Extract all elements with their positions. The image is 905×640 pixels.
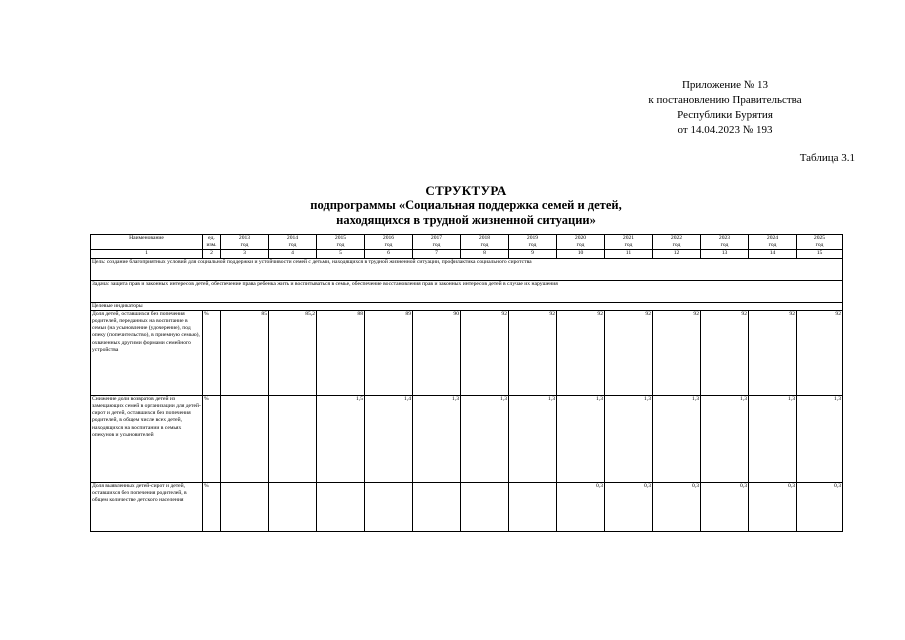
- header-year: [269, 235, 317, 250]
- indicator-value: 1,3: [797, 395, 843, 482]
- indicator-value: 92: [797, 310, 843, 395]
- year-label: 2016: [382, 235, 395, 241]
- indicator-name: Доля детей, оставшихся без попечения родителей, переданных на воспитание в семьи (на усыновление (удочерение), под опеку (попечительство), в приемную семью), охваченных другими формами семейного устройства: [91, 310, 203, 395]
- year-word: год: [432, 242, 441, 249]
- year-label: 2017: [430, 235, 443, 241]
- indicator-value: 92: [749, 310, 797, 395]
- indicators-label-row: [91, 302, 843, 310]
- column-number: 10: [557, 250, 605, 258]
- appendix-line-1: Приложение № 13: [681, 79, 769, 91]
- year-word: год: [336, 242, 345, 249]
- year-word: год: [240, 242, 249, 249]
- indicator-value: [509, 482, 557, 531]
- indicator-value: 92: [605, 310, 653, 395]
- header-year: [653, 235, 701, 250]
- header-year: [461, 235, 509, 250]
- indicator-value: 1,3: [557, 395, 605, 482]
- header-year: [749, 235, 797, 250]
- indicator-value: 0,3: [653, 482, 701, 531]
- year-label: 2015: [334, 235, 347, 241]
- header-unit-line-1: ед.: [208, 235, 215, 241]
- indicator-value: 92: [653, 310, 701, 395]
- column-number: 1: [91, 250, 203, 258]
- column-number: 4: [269, 250, 317, 258]
- header-unit-line-2: изм.: [206, 242, 217, 249]
- column-number: 9: [509, 250, 557, 258]
- indicator-value: [413, 482, 461, 531]
- year-word: год: [768, 242, 777, 249]
- task-row: [91, 280, 843, 302]
- indicator-value: 1,4: [365, 395, 413, 482]
- indicator-value: 0,3: [749, 482, 797, 531]
- year-label: 2024: [766, 235, 779, 241]
- year-word: год: [720, 242, 729, 249]
- indicator-value: 1,3: [701, 395, 749, 482]
- indicator-value: 85: [221, 310, 269, 395]
- header-year: [557, 235, 605, 250]
- appendix-header: [600, 78, 850, 138]
- year-label: 2020: [574, 235, 587, 241]
- task-text: Задача: защита прав и законных интересов детей, обеспечение права ребенка жить и воспитываться в семье, обеспечение восстановления прав и законных интересов детей в случае их нарушения: [91, 280, 843, 302]
- column-number: 11: [605, 250, 653, 258]
- indicator-name: Снижение доли возвратов детей из замещающих семей в организации для детей-сирот и детей, оставшихся без попечения родителей, в общем числе всех детей, находящихся на воспитании в семьях опекунов и усыновителей: [91, 395, 203, 482]
- title-line-1: СТРУКТУРА: [425, 183, 507, 198]
- indicator-value: 0,3: [797, 482, 843, 531]
- appendix-line-3: Республики Бурятия: [677, 109, 773, 121]
- header-year: [797, 235, 843, 250]
- appendix-line-4: от 14.04.2023 № 193: [677, 124, 773, 136]
- table-row: [91, 395, 843, 482]
- indicator-value: 1,5: [317, 395, 365, 482]
- indicators-label: Целевые индикаторы: [91, 302, 843, 310]
- indicator-value: [461, 482, 509, 531]
- column-number: 12: [653, 250, 701, 258]
- indicator-value: 1,3: [653, 395, 701, 482]
- header-name: Наименование: [91, 235, 203, 250]
- indicator-value: [317, 482, 365, 531]
- indicator-value: 0,3: [701, 482, 749, 531]
- header-year: [221, 235, 269, 250]
- header-row: [91, 235, 843, 250]
- goal-text: Цель: создание благоприятных условий для социальной поддержки и устойчивости семей с детьми, находящихся в трудной жизненной ситуации, профилактика социального сиротства: [91, 258, 843, 280]
- header-year: [509, 235, 557, 250]
- column-number: 15: [797, 250, 843, 258]
- indicator-value: 1,3: [749, 395, 797, 482]
- indicator-value: 88: [317, 310, 365, 395]
- indicator-unit: %: [203, 482, 221, 531]
- indicator-value: [221, 482, 269, 531]
- column-number: 13: [701, 250, 749, 258]
- indicator-value: 1,3: [605, 395, 653, 482]
- header-year: [317, 235, 365, 250]
- indicator-value: 85,2: [269, 310, 317, 395]
- column-number: 14: [749, 250, 797, 258]
- header-year: [365, 235, 413, 250]
- indicator-value: [221, 395, 269, 482]
- year-word: год: [480, 242, 489, 249]
- indicator-name: Доля выявленных детей-сирот и детей, оставшихся без попечения родителей, в общем количестве детского населения: [91, 482, 203, 531]
- indicator-value: 0,3: [605, 482, 653, 531]
- header-unit: [203, 235, 221, 250]
- column-number: 5: [317, 250, 365, 258]
- year-label: 2019: [526, 235, 539, 241]
- indicator-value: 92: [701, 310, 749, 395]
- header-year: [605, 235, 653, 250]
- table-label: Таблица 3.1: [799, 152, 855, 164]
- year-word: год: [815, 242, 824, 249]
- indicator-value: 0,3: [557, 482, 605, 531]
- year-label: 2023: [718, 235, 731, 241]
- structure-table: [90, 234, 843, 532]
- column-number-row: [91, 250, 843, 258]
- indicator-value: 1,3: [413, 395, 461, 482]
- indicator-value: 92: [557, 310, 605, 395]
- title-line-3: находящихся в трудной жизненной ситуации»: [336, 213, 596, 227]
- year-word: год: [672, 242, 681, 249]
- indicator-value: 1,3: [461, 395, 509, 482]
- indicator-value: 89: [365, 310, 413, 395]
- indicator-value: 90: [413, 310, 461, 395]
- year-label: 2022: [670, 235, 683, 241]
- year-word: год: [624, 242, 633, 249]
- year-word: год: [528, 242, 537, 249]
- year-word: год: [384, 242, 393, 249]
- year-label: 2014: [286, 235, 299, 241]
- header-year: [413, 235, 461, 250]
- document-title: [90, 183, 842, 228]
- goal-row: [91, 258, 843, 280]
- header-year: [701, 235, 749, 250]
- title-line-2: подпрограммы «Социальная поддержка семей и детей,: [310, 198, 622, 212]
- appendix-line-2: к постановлению Правительства: [648, 94, 802, 106]
- year-label: 2013: [238, 235, 251, 241]
- indicator-value: 92: [461, 310, 509, 395]
- column-number: 8: [461, 250, 509, 258]
- column-number: 6: [365, 250, 413, 258]
- year-label: 2018: [478, 235, 491, 241]
- indicator-value: 1,3: [509, 395, 557, 482]
- column-number: 2: [203, 250, 221, 258]
- year-label: 2021: [622, 235, 635, 241]
- column-number: 3: [221, 250, 269, 258]
- indicator-value: [365, 482, 413, 531]
- column-number: 7: [413, 250, 461, 258]
- year-word: год: [576, 242, 585, 249]
- table-row: [91, 482, 843, 531]
- indicator-value: [269, 482, 317, 531]
- indicator-value: [269, 395, 317, 482]
- indicator-value: 92: [509, 310, 557, 395]
- indicator-unit: %: [203, 310, 221, 395]
- table-row: [91, 310, 843, 395]
- year-label: 2025: [813, 235, 826, 241]
- indicator-unit: %: [203, 395, 221, 482]
- year-word: год: [288, 242, 297, 249]
